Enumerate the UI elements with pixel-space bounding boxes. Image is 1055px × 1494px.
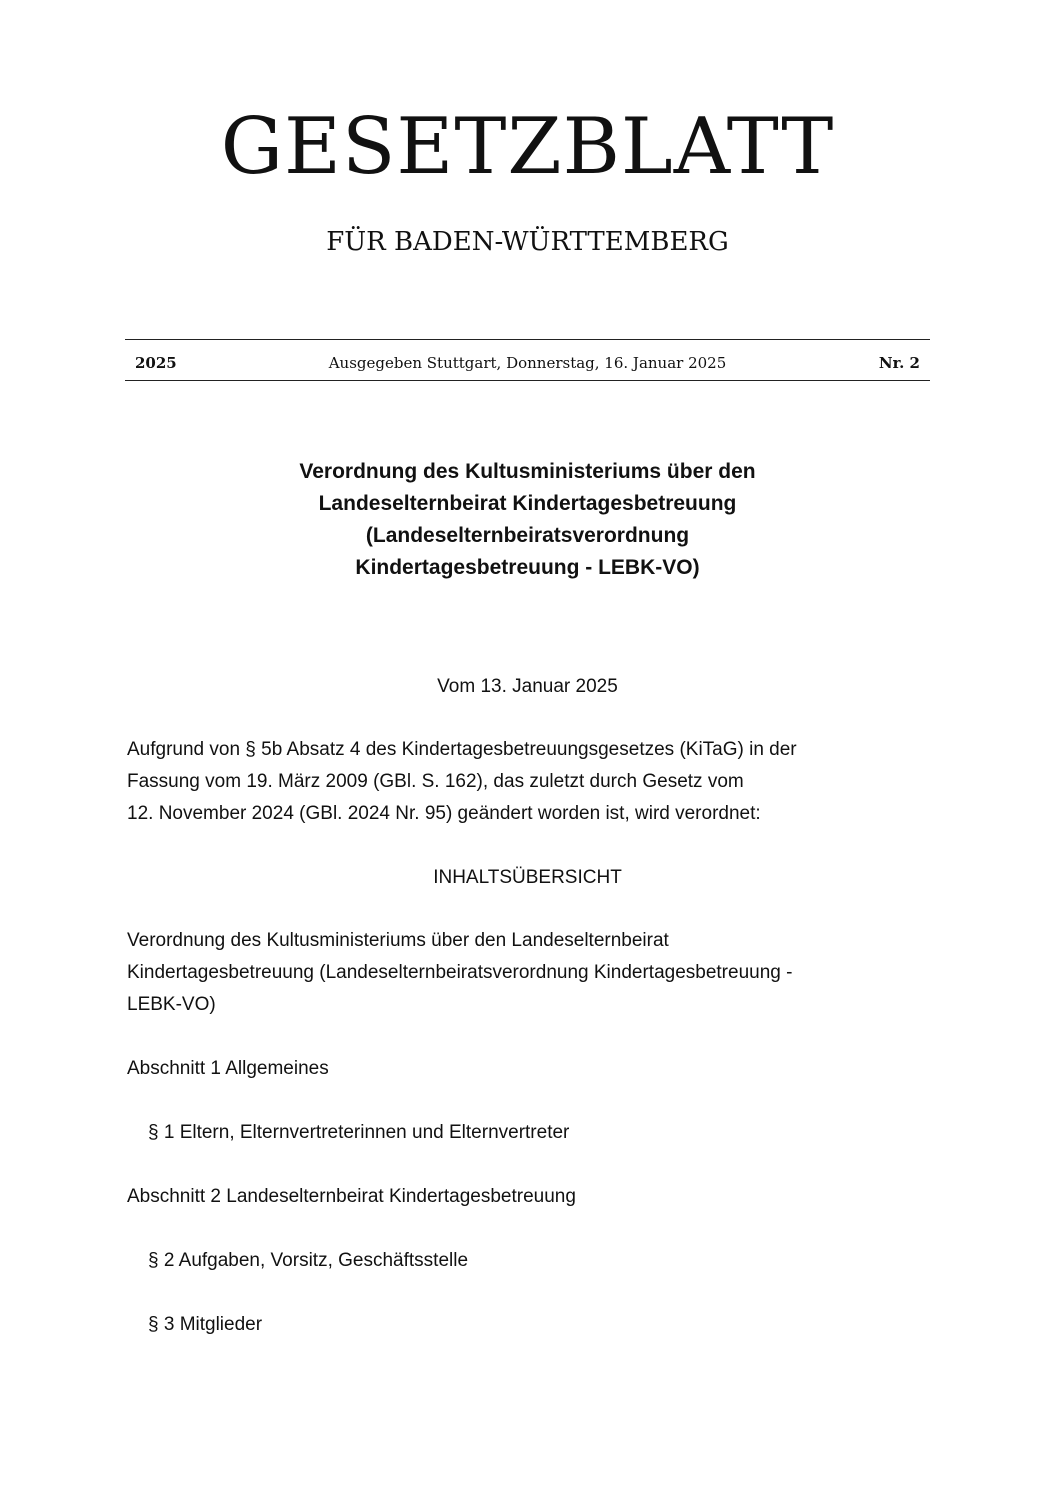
header-rule-bottom	[125, 380, 930, 381]
toc-title-line: LEBK-VO)	[127, 994, 216, 1015]
issue-info: Ausgegeben Stuttgart, Donnerstag, 16. Januar 2025	[328, 354, 727, 372]
toc-paragraph-2: § 2 Aufgaben, Vorsitz, Geschäftsstelle	[148, 1250, 469, 1271]
toc-paragraph-1: § 1 Eltern, Elternvertreterinnen und Elternvertreter	[148, 1122, 570, 1143]
toc-title-line: Kindertagesbetreuung (Landeselternbeiratsverordnung Kindertagesbetreuung -	[127, 962, 793, 983]
header-rule-top	[125, 339, 930, 340]
toc-paragraph-3: § 3 Mitglieder	[148, 1314, 263, 1335]
document-title-line: Kindertagesbetreuung - LEBK-VO)	[355, 556, 700, 579]
preamble-line: Aufgrund von § 5b Absatz 4 des Kindertagesbetreuungsgesetzes (KiTaG) in der	[127, 739, 797, 760]
document-title	[125, 456, 930, 584]
toc-heading: INHALTSÜBERSICHT	[433, 867, 622, 888]
toc-section-1: Abschnitt 1 Allgemeines	[127, 1058, 329, 1079]
issue-year: 2025	[135, 354, 177, 372]
issue-number: Nr. 2	[878, 354, 920, 372]
issue-bar	[125, 352, 930, 374]
toc-title-line: Verordnung des Kultusministeriums über den Landeselternbeirat	[127, 930, 669, 951]
document-title-line: Landeselternbeirat Kindertagesbetreuung	[318, 492, 737, 515]
preamble-line: Fassung vom 19. März 2009 (GBl. S. 162), das zuletzt durch Gesetz vom	[127, 771, 744, 792]
masthead-title: GESETZBLATT	[220, 102, 835, 192]
document-date: Vom 13. Januar 2025	[437, 676, 618, 697]
document-title-line: (Landeselternbeiratsverordnung	[365, 524, 690, 547]
document-title-line: Verordnung des Kultusministeriums über den	[299, 460, 756, 483]
masthead-subtitle: FÜR BADEN-WÜRTTEMBERG	[326, 227, 729, 257]
preamble-line: 12. November 2024 (GBl. 2024 Nr. 95) geändert worden ist, wird verordnet:	[127, 803, 761, 824]
toc-section-2: Abschnitt 2 Landeselternbeirat Kindertagesbetreuung	[127, 1186, 576, 1207]
